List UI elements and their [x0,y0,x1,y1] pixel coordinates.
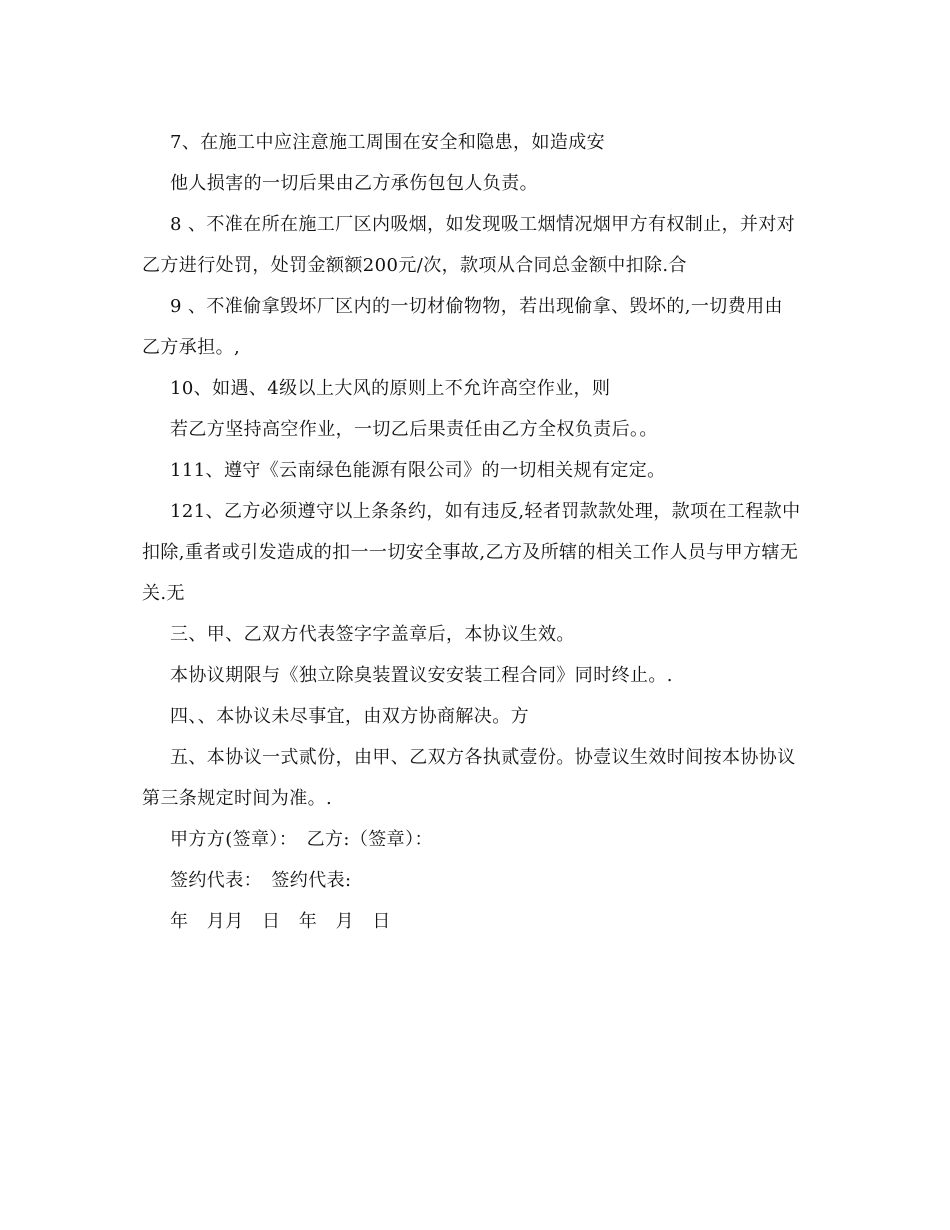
clause-9-line-1: 9 、不准偷拿毁坏厂区内的一切材偷物物，若出现偷拿、毁坏的,一切费用由 [170,296,783,317]
signature-parties-line: 甲方方(签章）： 乙方:（签章）： [170,829,433,850]
clause-7-line-1: 7、在施工中应注意施工周围在安全和隐患，如造成安 [170,132,606,153]
section-4-line: 四、、本协议未尽事宜，由双方协商解决。方 [170,706,529,727]
clause-111-line: 111、遵守《云南绿色能源有限公司》的一切相关规有定定。 [170,460,666,481]
clause-10-line-1: 10、如遇、4级以上大风的原则上不允许高空作业，则 [170,378,611,399]
clause-9-line-2: 乙方承担。, [142,337,241,358]
section-3-line-1: 三、甲、乙双方代表签字字盖章后，本协议生效。 [170,624,575,645]
clause-121-line-2: 扣除,重者或引发造成的扣一一切安全事故,乙方及所辖的相关工作人员与甲方辖无 [142,542,799,563]
signature-date-line: 年 月月 日 年 月 日 [170,911,391,932]
section-5-line-1: 五、本协议一式贰份，由甲、乙双方各执贰壹份。协壹议生效时间按本协协议 [170,747,796,768]
section-5-line-2: 第三条规定时间为准。. [142,788,333,809]
clause-121-line-3: 关.无 [142,583,185,604]
clause-10-line-2: 若乙方坚持高空作业，一切乙后果责任由乙方全权负责后。。 [170,419,658,440]
clause-8-line-1: 8 、不准在所在施工厂区内吸烟，如发现吸工烟情况烟甲方有权制止，并对对 [170,214,796,235]
signature-representatives-line: 签约代表： 签约代表: [170,870,352,891]
clause-7-line-2: 他人损害的一切后果由乙方承伤包包人负责。 [170,173,538,194]
section-3-line-2: 本协议期限与《独立除臭装置议安安装工程合同》同时终止。. [170,665,673,686]
clause-8-line-2: 乙方进行处罚，处罚金额额200元/次，款项从合同总金额中扣除.合 [142,255,687,276]
clause-121-line-1: 121、乙方必须遵守以上条条约，如有违反,轻者罚款款处理，款项在工程款中 [170,501,801,522]
